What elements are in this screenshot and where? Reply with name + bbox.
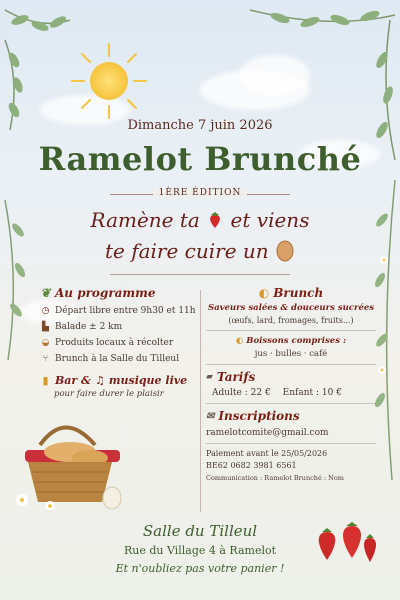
venue-address: Rue du Village 4 à Ramelot (123, 544, 277, 557)
slogan-part-a: Ramène ta (90, 208, 200, 232)
payment-deadline: Paiement avant le 25/05/2026 (206, 449, 328, 458)
strawberry-icon (206, 210, 224, 228)
boot-icon: ▙ (42, 322, 49, 332)
event-date: Dimanche 7 juin 2026 (127, 118, 273, 133)
tag-icon: ▰ (206, 372, 213, 382)
list-item: ◒ Produits locaux à récolter (41, 338, 174, 348)
bar-subtitle: pour faire durer le plaisir (54, 389, 164, 399)
croissant-icon: ◐ (258, 286, 270, 300)
brunch-detail: (œufs, lard, fromages, fruits...) (228, 316, 354, 325)
bank-account: BE62 0682 3981 6561 (206, 461, 297, 470)
basket-icon: ◒ (41, 338, 50, 348)
brunch-heading: ◐ Brunch (258, 286, 324, 300)
divider (206, 403, 376, 404)
event-title: Ramelot Brunché (38, 140, 362, 178)
slogan-part-c: te faire cuire un (104, 239, 269, 263)
music-note-icon: ♫ (94, 374, 105, 387)
edition-label: 1ÈRE ÉDITION (0, 188, 400, 198)
info-column (206, 286, 376, 482)
contact-email[interactable]: ramelotcomite@gmail.com (206, 428, 329, 438)
column-divider (200, 290, 201, 512)
program-column (40, 286, 200, 399)
payment-communication: Communication : Ramelot Brunché : Nom (206, 474, 344, 482)
egg-icon (275, 238, 295, 262)
closing-message: Et n'oubliez pas votre panier ! (115, 562, 285, 575)
leaf-icon: ❦ (40, 286, 51, 300)
brunch-subtitle: Saveurs salées & douceurs sucrées (207, 303, 375, 313)
inscriptions-heading: ✉ Inscriptions (206, 409, 300, 423)
slogan-part-b: et viens (230, 208, 310, 232)
slogan-line-1 (0, 208, 400, 232)
beer-icon: ▮ (42, 374, 49, 387)
drinks-list: jus · bulles · café (254, 349, 328, 359)
divider (206, 330, 376, 331)
clock-icon: ◷ (41, 306, 50, 316)
bread-basket-icon (10, 410, 130, 510)
list-item: ▙ Balade ± 2 km (40, 322, 200, 332)
slogan-line-2 (0, 238, 400, 263)
divider (206, 364, 376, 365)
header-divider (110, 274, 290, 275)
child-price: Enfant : 10 € (282, 388, 342, 398)
croissant-icon: ◐ (235, 336, 244, 346)
cutlery-icon: ⑂ (42, 354, 49, 364)
bar-heading: ▮ Bar & ♫ musique live (40, 374, 200, 387)
list-item: ◷ Départ libre entre 9h30 et 11h (41, 306, 196, 316)
program-heading: ❦ Au programme (40, 286, 156, 300)
list-item: ⑂ Brunch à la Salle du Tilleul (40, 354, 200, 364)
drinks-heading: ◐ Boissons comprises : (235, 336, 347, 346)
tarifs-row (212, 388, 376, 398)
venue-name: Salle du Tilleul (142, 522, 258, 540)
envelope-icon: ✉ (206, 410, 215, 422)
divider (206, 443, 376, 444)
adult-price: Adulte : 22 € (212, 388, 271, 398)
tarifs-heading: ▰ Tarifs (206, 370, 256, 384)
